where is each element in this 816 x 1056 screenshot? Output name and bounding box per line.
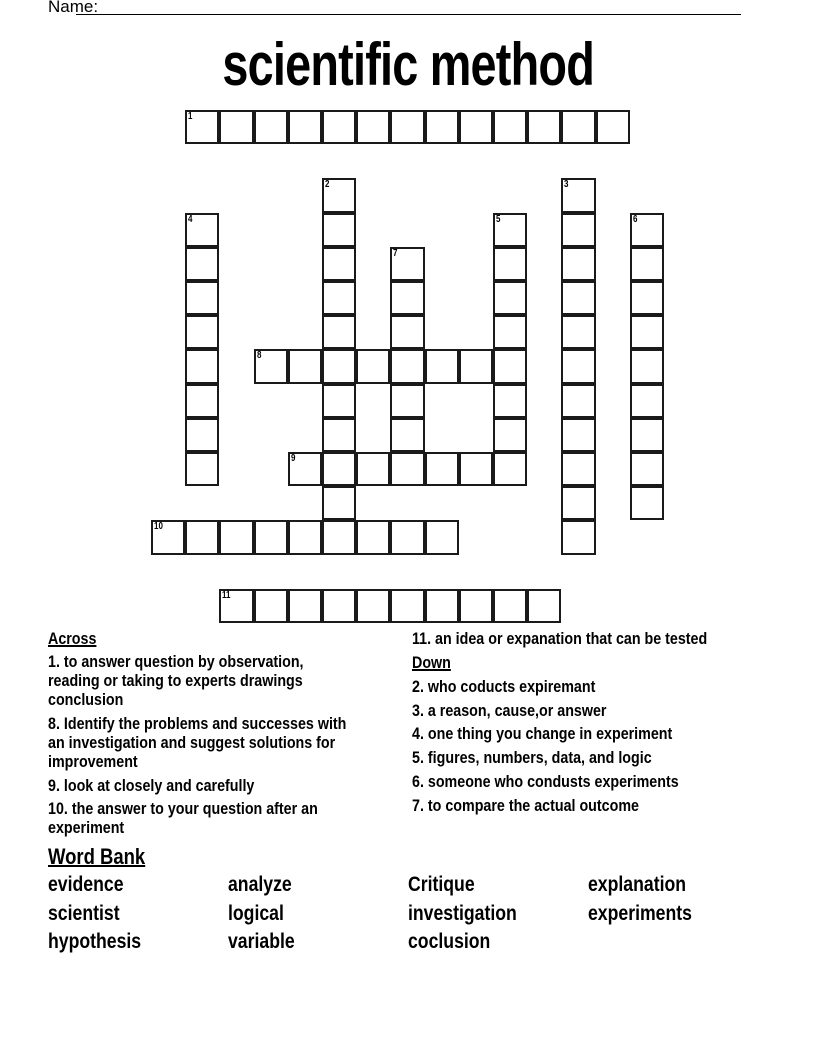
clue-number: 7 — [393, 247, 398, 259]
clue-number: 4 — [188, 213, 193, 225]
crossword-cell[interactable] — [322, 213, 356, 247]
crossword-cell[interactable] — [630, 349, 664, 383]
crossword-cell[interactable] — [459, 349, 493, 383]
crossword-cell[interactable] — [425, 589, 459, 623]
clue-down-7: 7. to compare the actual outcome — [412, 796, 639, 815]
crossword-cell[interactable] — [493, 349, 527, 383]
crossword-cell[interactable] — [254, 589, 288, 623]
crossword-cell[interactable] — [322, 110, 356, 144]
crossword-cell[interactable] — [527, 110, 561, 144]
crossword-cell[interactable] — [322, 247, 356, 281]
clue-down-3: 3. a reason, cause,or answer — [412, 701, 607, 720]
crossword-cell[interactable] — [185, 452, 219, 486]
crossword-cell[interactable] — [561, 110, 595, 144]
crossword-cell[interactable] — [390, 110, 424, 144]
crossword-cell[interactable] — [459, 452, 493, 486]
page-title: scientific method — [222, 31, 594, 98]
crossword-cell[interactable] — [356, 520, 390, 554]
clue-across-11: 11. an idea or expanation that can be tested — [412, 629, 708, 648]
crossword-cell[interactable] — [219, 589, 253, 623]
word-bank-word: experiments — [588, 902, 692, 925]
crossword-cell[interactable] — [561, 315, 595, 349]
crossword-cell[interactable] — [561, 486, 595, 520]
crossword-cell[interactable] — [185, 213, 219, 247]
crossword-cell[interactable] — [561, 384, 595, 418]
crossword-cell[interactable] — [390, 281, 424, 315]
crossword-cell[interactable] — [322, 452, 356, 486]
crossword-cell[interactable] — [527, 589, 561, 623]
word-bank-word: evidence — [48, 873, 124, 896]
crossword-cell[interactable] — [288, 589, 322, 623]
crossword-cell[interactable] — [356, 589, 390, 623]
crossword-cell[interactable] — [390, 589, 424, 623]
crossword-cell[interactable] — [390, 349, 424, 383]
clue-number: 2 — [325, 179, 330, 191]
crossword-cell[interactable] — [493, 384, 527, 418]
crossword-cell[interactable] — [493, 315, 527, 349]
across-heading: Across — [48, 629, 97, 648]
word-bank-heading: Word Bank — [48, 844, 146, 869]
clue-number: 9 — [290, 453, 296, 464]
clue-across-8: 8. Identify the problems and successes with an investigation and suggest solutions for improvement — [48, 714, 347, 771]
crossword-cell[interactable] — [185, 384, 219, 418]
crossword-cell[interactable] — [561, 247, 595, 281]
word-bank-word: analyze — [228, 873, 292, 896]
word-bank-word: explanation — [588, 873, 687, 896]
crossword-cell[interactable] — [459, 110, 493, 144]
crossword-cell[interactable] — [390, 247, 424, 281]
crossword-cell[interactable] — [288, 110, 322, 144]
clue-number: 3 — [564, 179, 569, 191]
crossword-cell[interactable] — [254, 520, 288, 554]
word-bank-word: logical — [228, 902, 284, 925]
crossword-cell[interactable] — [493, 418, 527, 452]
crossword-cell[interactable] — [356, 110, 390, 144]
crossword-cell[interactable] — [185, 418, 219, 452]
crossword-cell[interactable] — [288, 520, 322, 554]
clue-down-4: 4. one thing you change in experiment — [412, 724, 673, 743]
crossword-cell[interactable] — [185, 247, 219, 281]
crossword-cell[interactable] — [493, 213, 527, 247]
crossword-cell[interactable] — [185, 520, 219, 554]
crossword-cell[interactable] — [561, 178, 595, 212]
clue-number: 6 — [632, 213, 638, 225]
crossword-cell[interactable] — [390, 520, 424, 554]
clue-across-10: 10. the answer to your question after an experiment — [48, 799, 318, 837]
clue-down-5: 5. figures, numbers, data, and logic — [412, 748, 652, 767]
down-heading: Down — [412, 653, 451, 672]
crossword-cell[interactable] — [390, 384, 424, 418]
crossword-cell[interactable] — [322, 384, 356, 418]
crossword-cell[interactable] — [151, 520, 185, 554]
crossword-cell[interactable] — [288, 452, 322, 486]
name-label: Name: — [48, 0, 99, 16]
crossword-cell[interactable] — [219, 110, 253, 144]
crossword-cell[interactable] — [356, 452, 390, 486]
crossword-cell[interactable] — [493, 281, 527, 315]
crossword-cell[interactable] — [493, 589, 527, 623]
crossword-cell[interactable] — [561, 520, 595, 554]
clue-across-1: 1. to answer question by observation, reading or taking to experts drawings conclusion — [48, 652, 304, 709]
crossword-cell[interactable] — [185, 315, 219, 349]
word-bank-word: coclusion — [408, 930, 491, 953]
crossword-cell[interactable] — [425, 110, 459, 144]
crossword-cell[interactable] — [630, 315, 664, 349]
word-bank-word: Critique — [408, 873, 475, 896]
crossword-cell[interactable] — [459, 589, 493, 623]
crossword-cell[interactable] — [356, 349, 390, 383]
crossword-cell[interactable] — [561, 349, 595, 383]
crossword-cell[interactable] — [425, 452, 459, 486]
crossword-cell[interactable] — [322, 486, 356, 520]
crossword-cell[interactable] — [630, 247, 664, 281]
clue-number: 5 — [496, 213, 501, 225]
crossword-cell[interactable] — [254, 110, 288, 144]
crossword-cell[interactable] — [493, 452, 527, 486]
clue-number: 8 — [256, 350, 262, 362]
crossword-cell[interactable] — [425, 520, 459, 554]
crossword-cell[interactable] — [561, 418, 595, 452]
crossword-cell[interactable] — [390, 315, 424, 349]
crossword-cell[interactable] — [390, 418, 424, 452]
crossword-cell[interactable] — [630, 418, 664, 452]
crossword-cell[interactable] — [561, 452, 595, 486]
word-bank-word: variable — [228, 930, 295, 953]
crossword-cell[interactable] — [630, 213, 664, 247]
crossword-cell[interactable] — [630, 281, 664, 315]
crossword-cell[interactable] — [185, 281, 219, 315]
clue-number: 1 — [188, 111, 193, 122]
crossword-cell[interactable] — [322, 349, 356, 383]
crossword-cell[interactable] — [493, 110, 527, 144]
word-bank-word: investigation — [408, 902, 517, 925]
crossword-cell[interactable] — [322, 178, 356, 212]
crossword-cell[interactable] — [596, 110, 630, 144]
crossword-cell[interactable] — [493, 247, 527, 281]
word-bank-word: hypothesis — [48, 930, 142, 953]
clue-number: 11 — [222, 589, 231, 601]
crossword-cell[interactable] — [390, 452, 424, 486]
crossword-cell[interactable] — [322, 520, 356, 554]
crossword-cell[interactable] — [185, 110, 219, 144]
crossword-cell[interactable] — [185, 349, 219, 383]
clue-across-9: 9. look at closely and carefully — [48, 776, 255, 795]
crossword-cell[interactable] — [630, 486, 664, 520]
crossword-cell[interactable] — [322, 315, 356, 349]
clue-down-6: 6. someone who condusts experiments — [412, 772, 679, 791]
crossword-cell[interactable] — [425, 349, 459, 383]
crossword-cell[interactable] — [288, 349, 322, 383]
crossword-cell[interactable] — [254, 349, 288, 383]
clue-number: 10 — [154, 521, 163, 533]
crossword-cell[interactable] — [322, 281, 356, 315]
clue-down-2: 2. who coducts expiremant — [412, 677, 596, 696]
crossword-cell[interactable] — [561, 281, 595, 315]
crossword-cell[interactable] — [322, 418, 356, 452]
crossword-cell[interactable] — [322, 589, 356, 623]
word-bank-word: scientist — [48, 902, 120, 925]
crossword-cell[interactable] — [561, 213, 595, 247]
crossword-cell[interactable] — [630, 384, 664, 418]
crossword-cell[interactable] — [219, 520, 253, 554]
crossword-cell[interactable] — [630, 452, 664, 486]
